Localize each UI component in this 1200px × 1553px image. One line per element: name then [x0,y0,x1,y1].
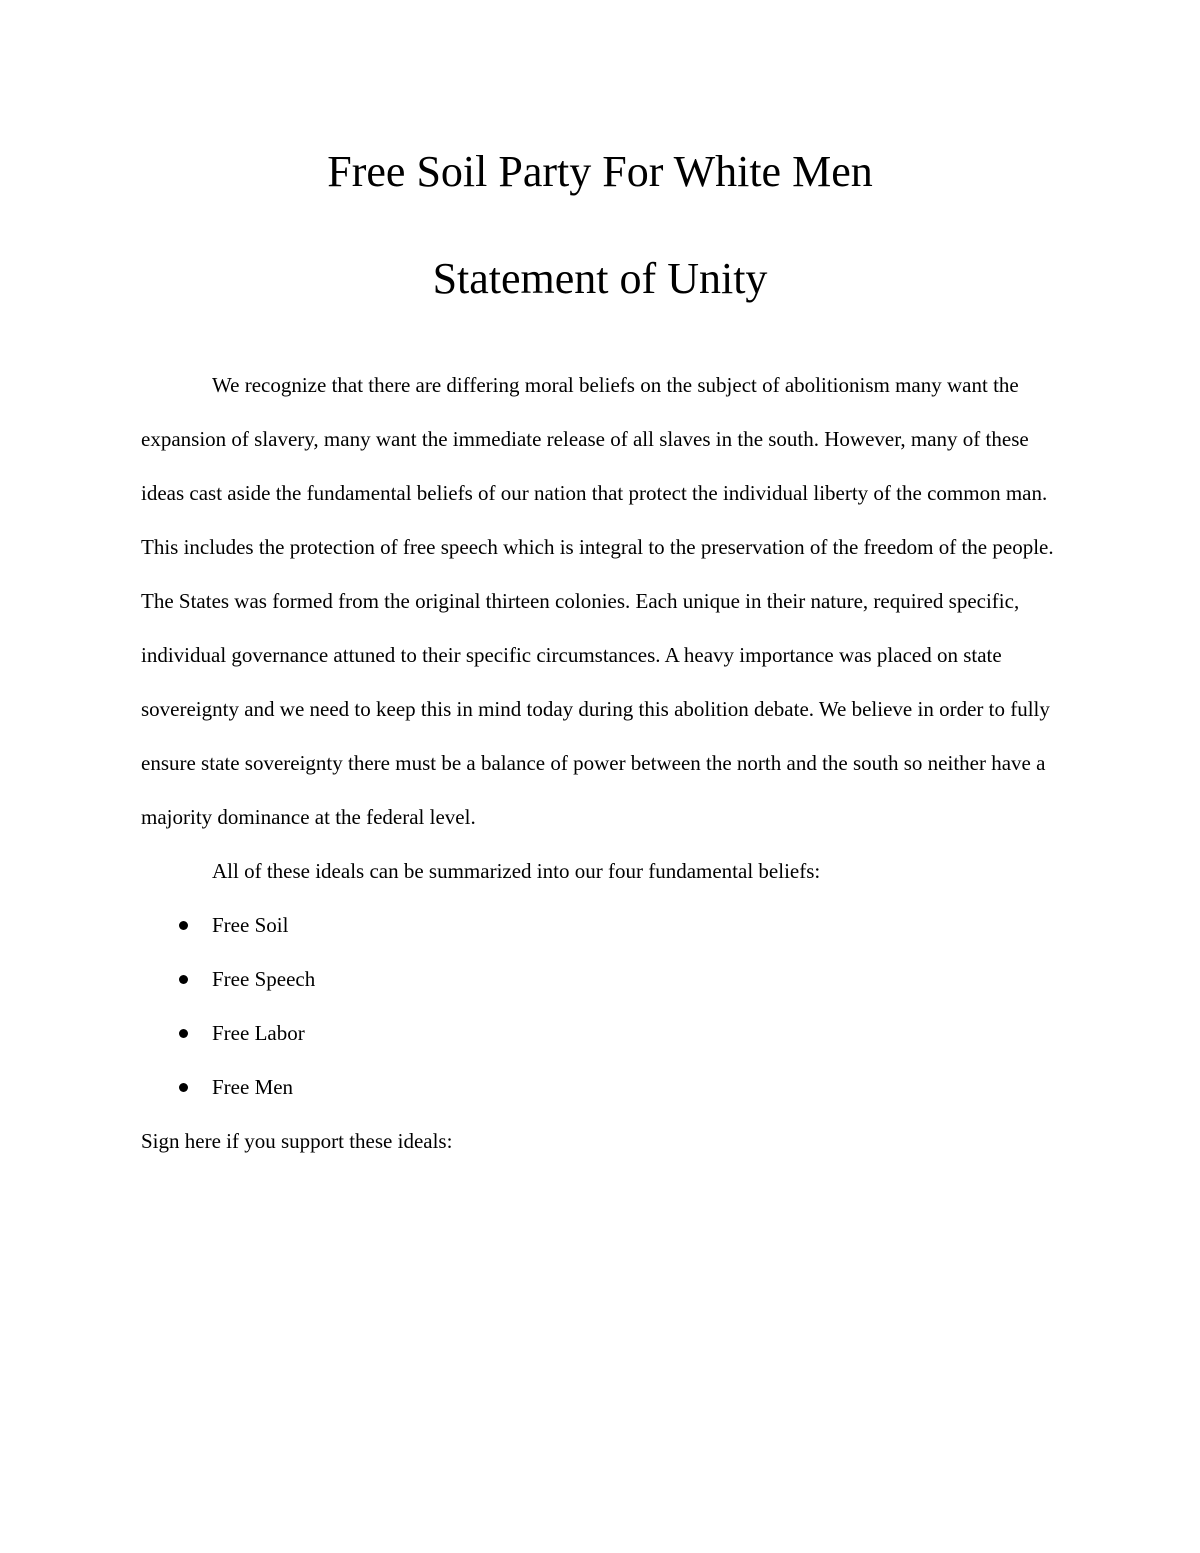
document-subtitle: Statement of Unity [432,254,768,303]
belief-label: Free Labor [212,1021,305,1045]
list-item [141,952,1066,1006]
list-item [141,1006,1066,1060]
list-item [141,898,1066,952]
paragraph-statement: We recognize that there are differing moral beliefs on the subject of abolitionism many want the expansion of slavery, many want the immediate release of all slaves in the south. However, many of these ideas cast aside the fundamental beliefs of our nation that protect the individual liberty of the common man. This includes the protection of free speech which is integral to the preservation of the freedom of the people. The States was formed from the original thirteen colonies. Each unique in their nature, required specific, individual governance attuned to their specific circumstances. A heavy importance was placed on state sovereignty and we need to keep this in mind today during this abolition debate. We believe in order to fully ensure state sovereignty there must be a balance of power between the north and the south so neither have a majority dominance at the federal level. [141,373,1054,829]
document-body [141,358,1066,1168]
signature-prompt: Sign here if you support these ideals: [141,1129,453,1153]
bullet-icon [179,1029,188,1038]
belief-label: Free Men [212,1075,294,1099]
bullet-icon [179,1083,188,1092]
bullet-icon [179,921,188,930]
belief-label: Free Soil [212,913,289,937]
list-item [141,1060,1066,1114]
beliefs-list [141,898,1066,1114]
bullet-icon [179,975,188,984]
belief-label: Free Speech [212,967,316,991]
document-title: Free Soil Party For White Men [327,147,873,196]
paragraph-summary: All of these ideals can be summarized into our four fundamental beliefs: [212,859,821,883]
